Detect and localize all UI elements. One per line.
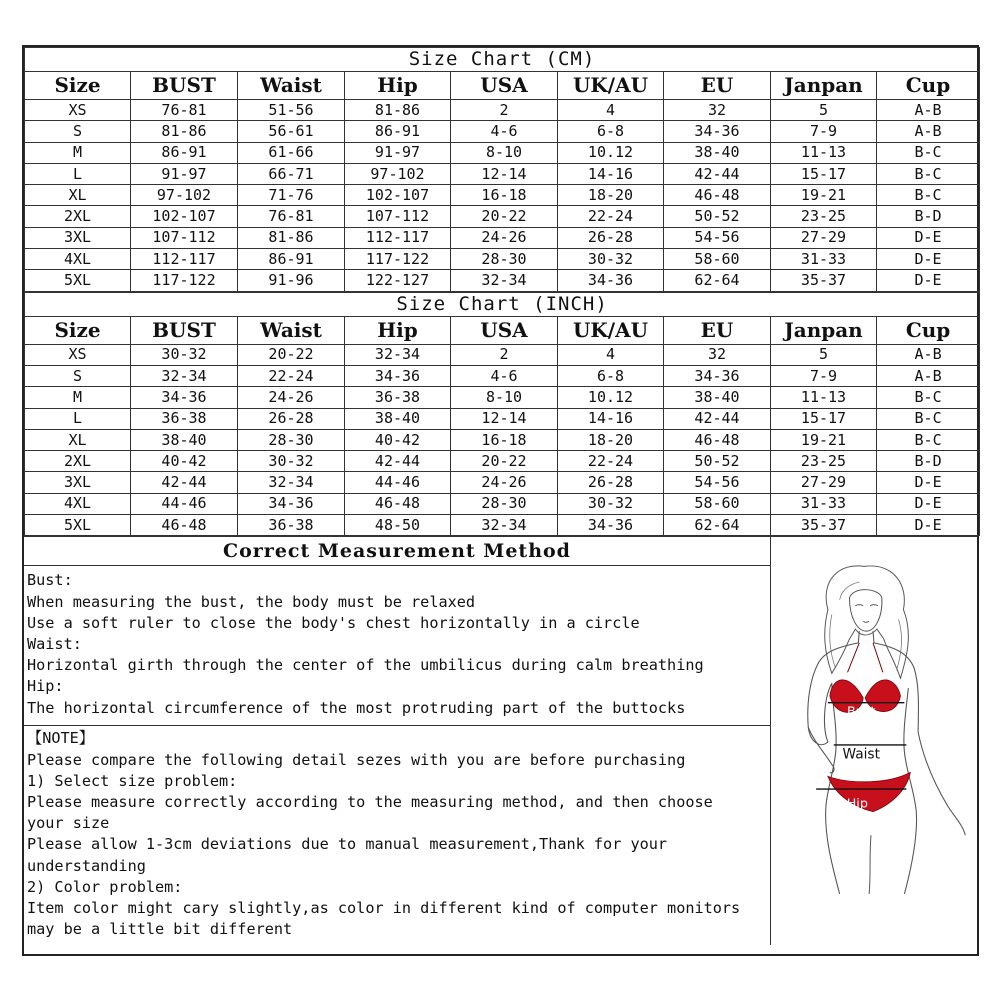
cm-cell: 8-10 bbox=[451, 142, 558, 163]
inch-chart-title: Size Chart (INCH) bbox=[25, 292, 980, 316]
cm-cell: 4 bbox=[558, 100, 664, 121]
cm-cell: 32 bbox=[664, 100, 771, 121]
cm-cell: 18-20 bbox=[558, 185, 664, 206]
cm-cell: 26-28 bbox=[558, 227, 664, 248]
cm-table-row bbox=[25, 249, 980, 270]
cm-table-row bbox=[25, 185, 980, 206]
inch-header-bust: BUST bbox=[131, 316, 238, 344]
cm-header-cup: Cup bbox=[877, 72, 980, 100]
inch-cell: 22-24 bbox=[558, 451, 664, 472]
cm-cell: 22-24 bbox=[558, 206, 664, 227]
cm-cell: 19-21 bbox=[771, 185, 877, 206]
cm-cell: 14-16 bbox=[558, 163, 664, 184]
inch-cell: 42-44 bbox=[664, 408, 771, 429]
hip-label: Hip bbox=[846, 797, 868, 813]
cm-size-table bbox=[24, 47, 980, 292]
inch-table-row bbox=[25, 515, 980, 536]
cm-cell: 24-26 bbox=[451, 227, 558, 248]
bikini-straps bbox=[848, 643, 883, 672]
inch-cell: D-E bbox=[877, 472, 980, 493]
inch-cell: 42-44 bbox=[345, 451, 451, 472]
cm-cell: 107-112 bbox=[131, 227, 238, 248]
cm-cell: B-D bbox=[877, 206, 980, 227]
inch-cell: 26-28 bbox=[238, 408, 345, 429]
inch-header-size: Size bbox=[25, 316, 131, 344]
inch-cell: 18-20 bbox=[558, 429, 664, 450]
inch-cell: 22-24 bbox=[238, 365, 345, 386]
cm-cell: 5 bbox=[771, 100, 877, 121]
inch-cell: 34-36 bbox=[558, 515, 664, 536]
cm-header-janpan: Janpan bbox=[771, 72, 877, 100]
inch-header-cup: Cup bbox=[877, 316, 980, 344]
cm-table-row bbox=[25, 206, 980, 227]
cm-cell: XS bbox=[25, 100, 131, 121]
inch-cell: 34-36 bbox=[238, 493, 345, 514]
note-line: 1) Select size problem: bbox=[27, 771, 238, 790]
cm-cell: 54-56 bbox=[664, 227, 771, 248]
inch-cell: D-E bbox=[877, 515, 980, 536]
inch-cell: 48-50 bbox=[345, 515, 451, 536]
inch-cell: 38-40 bbox=[664, 387, 771, 408]
cm-header-bust: BUST bbox=[131, 72, 238, 100]
cm-chart-title: Size Chart (CM) bbox=[25, 48, 980, 72]
cm-header-row bbox=[25, 72, 980, 100]
cm-cell: 7-9 bbox=[771, 121, 877, 142]
inch-cell: 24-26 bbox=[238, 387, 345, 408]
inch-table-body bbox=[25, 344, 980, 536]
inch-cell: 34-36 bbox=[131, 387, 238, 408]
inch-cell: 44-46 bbox=[345, 472, 451, 493]
inch-table-row bbox=[25, 408, 980, 429]
method-line: Use a soft ruler to close the body's chest horizontally in a circle bbox=[27, 613, 640, 632]
inch-header-usa: USA bbox=[451, 316, 558, 344]
cm-header-eu: EU bbox=[664, 72, 771, 100]
cm-cell: 20-22 bbox=[451, 206, 558, 227]
inch-cell: 32-34 bbox=[451, 515, 558, 536]
method-title: Correct Measurement Method bbox=[24, 537, 770, 566]
cm-table-row bbox=[25, 227, 980, 248]
cm-header-uk-au: UK/AU bbox=[558, 72, 664, 100]
method-line: Horizontal girth through the center of the umbilicus during calm breathing bbox=[27, 656, 704, 675]
cm-cell: 66-71 bbox=[238, 163, 345, 184]
inch-cell: 28-30 bbox=[451, 493, 558, 514]
inch-cell: 38-40 bbox=[131, 429, 238, 450]
inch-cell: 19-21 bbox=[771, 429, 877, 450]
cm-cell: 28-30 bbox=[451, 249, 558, 270]
inch-cell: 36-38 bbox=[131, 408, 238, 429]
inch-header-row bbox=[25, 316, 980, 344]
cm-cell: 2XL bbox=[25, 206, 131, 227]
inch-cell: M bbox=[25, 387, 131, 408]
inch-cell: B-C bbox=[877, 408, 980, 429]
inch-cell: 4 bbox=[558, 344, 664, 365]
waist-label: Waist bbox=[842, 747, 880, 764]
cm-cell: 38-40 bbox=[664, 142, 771, 163]
cm-cell: B-C bbox=[877, 163, 980, 184]
inch-table-row bbox=[25, 451, 980, 472]
method-line: Bust: bbox=[27, 571, 73, 590]
method-line: Hip: bbox=[27, 677, 64, 696]
cm-cell: 117-122 bbox=[345, 249, 451, 270]
note-section bbox=[24, 726, 770, 945]
cm-cell: 32-34 bbox=[451, 270, 558, 291]
cm-cell: 58-60 bbox=[664, 249, 771, 270]
note-line: Please allow 1-3cm deviations due to manual measurement,Thank for your bbox=[27, 835, 668, 854]
inch-cell: 30-32 bbox=[238, 451, 345, 472]
inch-header-eu: EU bbox=[664, 316, 771, 344]
cm-header-hip: Hip bbox=[345, 72, 451, 100]
note-line: 2) Color problem: bbox=[27, 877, 183, 896]
cm-cell: D-E bbox=[877, 249, 980, 270]
inch-cell: 4XL bbox=[25, 493, 131, 514]
cm-table-body bbox=[25, 100, 980, 292]
cm-table-row bbox=[25, 270, 980, 291]
inch-cell: 15-17 bbox=[771, 408, 877, 429]
cm-cell: 11-13 bbox=[771, 142, 877, 163]
inch-table-row bbox=[25, 493, 980, 514]
inch-cell: B-C bbox=[877, 387, 980, 408]
inch-table-row bbox=[25, 365, 980, 386]
cm-cell: 4XL bbox=[25, 249, 131, 270]
cm-cell: XL bbox=[25, 185, 131, 206]
cm-cell: 4-6 bbox=[451, 121, 558, 142]
inch-cell: 44-46 bbox=[131, 493, 238, 514]
method-line: The horizontal circumference of the most protruding part of the buttocks bbox=[27, 698, 686, 717]
cm-cell: 71-76 bbox=[238, 185, 345, 206]
cm-cell: 35-37 bbox=[771, 270, 877, 291]
inch-cell: 24-26 bbox=[451, 472, 558, 493]
inch-cell: 34-36 bbox=[664, 365, 771, 386]
cm-cell: 112-117 bbox=[131, 249, 238, 270]
cm-cell: 86-91 bbox=[345, 121, 451, 142]
cm-cell: 56-61 bbox=[238, 121, 345, 142]
inch-cell: 32-34 bbox=[345, 344, 451, 365]
inch-cell: 26-28 bbox=[558, 472, 664, 493]
inch-size-table bbox=[24, 292, 980, 537]
cm-cell: M bbox=[25, 142, 131, 163]
cm-cell: 16-18 bbox=[451, 185, 558, 206]
inch-cell: 32-34 bbox=[131, 365, 238, 386]
cm-cell: D-E bbox=[877, 227, 980, 248]
cm-cell: 86-91 bbox=[131, 142, 238, 163]
inch-cell: 30-32 bbox=[558, 493, 664, 514]
instructions-panel bbox=[24, 537, 771, 945]
inch-cell: 23-25 bbox=[771, 451, 877, 472]
inch-header-waist: Waist bbox=[238, 316, 345, 344]
cm-cell: A-B bbox=[877, 100, 980, 121]
method-instructions bbox=[24, 566, 770, 726]
inch-cell: 12-14 bbox=[451, 408, 558, 429]
cm-cell: L bbox=[25, 163, 131, 184]
inch-cell: 38-40 bbox=[345, 408, 451, 429]
inch-cell: 40-42 bbox=[131, 451, 238, 472]
inch-cell: 27-29 bbox=[771, 472, 877, 493]
inch-cell: 8-10 bbox=[451, 387, 558, 408]
note-line: Item color might cary slightly,as color in different kind of computer monitors bbox=[27, 898, 741, 917]
inch-cell: 35-37 bbox=[771, 515, 877, 536]
inch-cell: 16-18 bbox=[451, 429, 558, 450]
cm-cell: B-C bbox=[877, 185, 980, 206]
inch-table-row bbox=[25, 429, 980, 450]
cm-table-row bbox=[25, 100, 980, 121]
inch-cell: 14-16 bbox=[558, 408, 664, 429]
cm-cell: 97-102 bbox=[131, 185, 238, 206]
inch-cell: 32 bbox=[664, 344, 771, 365]
inch-cell: 4-6 bbox=[451, 365, 558, 386]
inch-cell: 40-42 bbox=[345, 429, 451, 450]
cm-cell: 81-86 bbox=[238, 227, 345, 248]
cm-cell: 102-107 bbox=[131, 206, 238, 227]
inch-cell: 3XL bbox=[25, 472, 131, 493]
cm-cell: 62-64 bbox=[664, 270, 771, 291]
inch-cell: 46-48 bbox=[345, 493, 451, 514]
inch-cell: 46-48 bbox=[664, 429, 771, 450]
note-line: Please measure correctly according to the measuring method, and then choose bbox=[27, 792, 713, 811]
inch-cell: 62-64 bbox=[664, 515, 771, 536]
inch-cell: XL bbox=[25, 429, 131, 450]
inch-cell: 10.12 bbox=[558, 387, 664, 408]
inch-cell: 30-32 bbox=[131, 344, 238, 365]
cm-cell: 23-25 bbox=[771, 206, 877, 227]
inch-cell: 5 bbox=[771, 344, 877, 365]
inch-header-janpan: Janpan bbox=[771, 316, 877, 344]
bikini-bottom bbox=[828, 773, 910, 812]
size-chart-sheet bbox=[22, 45, 979, 956]
inch-cell: 28-30 bbox=[238, 429, 345, 450]
cm-cell: 51-56 bbox=[238, 100, 345, 121]
leg-gap-line bbox=[869, 836, 871, 895]
inch-cell: 6-8 bbox=[558, 365, 664, 386]
inch-cell: 50-52 bbox=[664, 451, 771, 472]
method-line: Waist: bbox=[27, 634, 82, 653]
cm-cell: B-C bbox=[877, 142, 980, 163]
note-line: your size bbox=[27, 814, 110, 833]
inch-cell: XS bbox=[25, 344, 131, 365]
cm-cell: 10.12 bbox=[558, 142, 664, 163]
inch-cell: 54-56 bbox=[664, 472, 771, 493]
inch-cell: 2 bbox=[451, 344, 558, 365]
cm-cell: 2 bbox=[451, 100, 558, 121]
inch-cell: D-E bbox=[877, 493, 980, 514]
cm-cell: 81-86 bbox=[131, 121, 238, 142]
cm-cell: 50-52 bbox=[664, 206, 771, 227]
note-line: 【NOTE】 bbox=[27, 729, 94, 748]
inch-cell: 36-38 bbox=[345, 387, 451, 408]
cm-cell: 91-97 bbox=[345, 142, 451, 163]
cm-cell: 61-66 bbox=[238, 142, 345, 163]
inch-cell: L bbox=[25, 408, 131, 429]
figure-panel bbox=[771, 537, 977, 945]
cm-header-usa: USA bbox=[451, 72, 558, 100]
inch-cell: 20-22 bbox=[451, 451, 558, 472]
cm-cell: 6-8 bbox=[558, 121, 664, 142]
cm-cell: S bbox=[25, 121, 131, 142]
cm-cell: 34-36 bbox=[558, 270, 664, 291]
cm-cell: 86-91 bbox=[238, 249, 345, 270]
cm-cell: 117-122 bbox=[131, 270, 238, 291]
cm-cell: 97-102 bbox=[345, 163, 451, 184]
inch-cell: B-C bbox=[877, 429, 980, 450]
cm-table-row bbox=[25, 121, 980, 142]
cm-table-row bbox=[25, 163, 980, 184]
body-measurement-illustration bbox=[771, 537, 977, 945]
inch-cell: B-D bbox=[877, 451, 980, 472]
cm-cell: 112-117 bbox=[345, 227, 451, 248]
cm-cell: 42-44 bbox=[664, 163, 771, 184]
cm-cell: 76-81 bbox=[131, 100, 238, 121]
cm-cell: 15-17 bbox=[771, 163, 877, 184]
measurement-section bbox=[24, 536, 977, 945]
note-line: Please compare the following detail sezes with you are before purchasing bbox=[27, 750, 686, 769]
cm-cell: D-E bbox=[877, 270, 980, 291]
inch-cell: A-B bbox=[877, 344, 980, 365]
cm-cell: 91-97 bbox=[131, 163, 238, 184]
cm-cell: 102-107 bbox=[345, 185, 451, 206]
cm-cell: 34-36 bbox=[664, 121, 771, 142]
inch-cell: 58-60 bbox=[664, 493, 771, 514]
cm-header-size: Size bbox=[25, 72, 131, 100]
inch-cell: 42-44 bbox=[131, 472, 238, 493]
inch-header-hip: Hip bbox=[345, 316, 451, 344]
inch-cell: 31-33 bbox=[771, 493, 877, 514]
cm-cell: 12-14 bbox=[451, 163, 558, 184]
inch-cell: 7-9 bbox=[771, 365, 877, 386]
bust-label: Bust bbox=[847, 704, 876, 720]
inch-cell: A-B bbox=[877, 365, 980, 386]
inch-cell: S bbox=[25, 365, 131, 386]
cm-cell: 91-96 bbox=[238, 270, 345, 291]
inch-cell: 11-13 bbox=[771, 387, 877, 408]
inch-cell: 34-36 bbox=[345, 365, 451, 386]
cm-cell: 3XL bbox=[25, 227, 131, 248]
cm-cell: 27-29 bbox=[771, 227, 877, 248]
cm-cell: 31-33 bbox=[771, 249, 877, 270]
cm-cell: 76-81 bbox=[238, 206, 345, 227]
cm-cell: 46-48 bbox=[664, 185, 771, 206]
inch-cell: 5XL bbox=[25, 515, 131, 536]
cm-cell: A-B bbox=[877, 121, 980, 142]
inch-table-row bbox=[25, 387, 980, 408]
cm-cell: 122-127 bbox=[345, 270, 451, 291]
inch-cell: 2XL bbox=[25, 451, 131, 472]
inch-table-row bbox=[25, 472, 980, 493]
inch-header-uk-au: UK/AU bbox=[558, 316, 664, 344]
cm-cell: 30-32 bbox=[558, 249, 664, 270]
note-line: understanding bbox=[27, 856, 146, 875]
cm-cell: 81-86 bbox=[345, 100, 451, 121]
inch-cell: 46-48 bbox=[131, 515, 238, 536]
note-line: may be a little bit different bbox=[27, 920, 293, 939]
inch-cell: 36-38 bbox=[238, 515, 345, 536]
cm-table-row bbox=[25, 142, 980, 163]
cm-cell: 5XL bbox=[25, 270, 131, 291]
cm-cell: 107-112 bbox=[345, 206, 451, 227]
inch-cell: 20-22 bbox=[238, 344, 345, 365]
method-line: When measuring the bust, the body must be relaxed bbox=[27, 592, 476, 611]
inch-cell: 32-34 bbox=[238, 472, 345, 493]
inch-table-row bbox=[25, 344, 980, 365]
cm-header-waist: Waist bbox=[238, 72, 345, 100]
